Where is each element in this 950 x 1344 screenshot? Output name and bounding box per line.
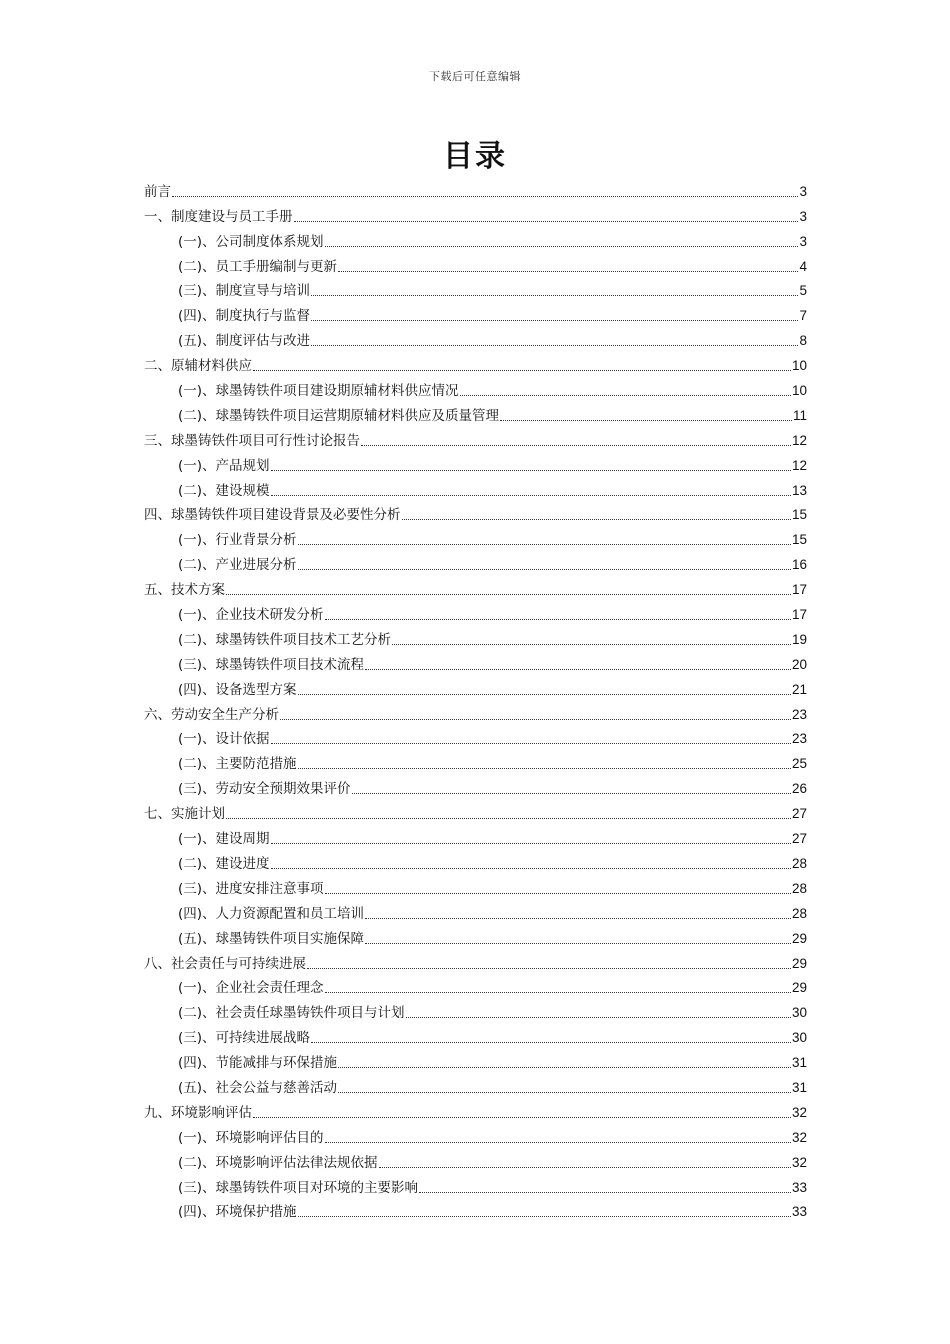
- toc-dot-leader: [325, 619, 791, 620]
- toc-entry-title: (一)、产品规划: [178, 457, 270, 474]
- toc-dot-leader: [298, 1216, 791, 1217]
- toc-entry-title: (四)、人力资源配置和员工培训: [178, 905, 365, 922]
- toc-dot-leader: [365, 943, 791, 944]
- toc-subentry[interactable]: [144, 375, 807, 400]
- toc-entry-title: 九、环境影响评估: [144, 1104, 252, 1121]
- toc-page-number: 32: [791, 1154, 807, 1170]
- toc-page-number: 4: [799, 258, 807, 274]
- toc-entry[interactable]: [144, 500, 807, 525]
- toc-subentry[interactable]: [144, 997, 807, 1022]
- toc-subentry[interactable]: [144, 674, 807, 699]
- toc-dot-leader: [325, 992, 791, 993]
- toc-page-number: 33: [791, 1179, 807, 1195]
- toc-subentry[interactable]: [144, 848, 807, 873]
- toc-page-number: 10: [791, 383, 807, 399]
- toc-entry[interactable]: [144, 201, 807, 226]
- toc-dot-leader: [298, 569, 791, 570]
- toc-entry-title: 四、球墨铸铁件项目建设背景及必要性分析: [144, 507, 401, 524]
- toc-subentry[interactable]: [144, 1147, 807, 1172]
- toc-page-number: 32: [791, 1104, 807, 1120]
- toc-entry-title: (二)、环境影响评估法律法规依据: [178, 1154, 378, 1171]
- toc-entry[interactable]: [144, 699, 807, 724]
- toc-subentry[interactable]: [144, 450, 807, 475]
- toc-dot-leader: [402, 519, 791, 520]
- toc-entry-title: (三)、进度安排注意事项: [178, 880, 324, 897]
- toc-subentry[interactable]: [144, 300, 807, 325]
- toc-page-number: 3: [799, 233, 807, 249]
- toc-dot-leader: [271, 843, 791, 844]
- toc-entry-title: (四)、设备选型方案: [178, 681, 297, 698]
- toc-page-number: 21: [791, 681, 807, 697]
- toc-page-number: 33: [791, 1204, 807, 1220]
- toc-page-number: 5: [799, 283, 807, 299]
- toc-dot-leader: [325, 893, 791, 894]
- toc-dot-leader: [271, 495, 791, 496]
- toc-dot-leader: [226, 594, 791, 595]
- toc-dot-leader: [338, 1067, 791, 1068]
- toc-dot-leader: [294, 221, 799, 222]
- toc-page-number: 12: [791, 432, 807, 448]
- toc-subentry[interactable]: [144, 923, 807, 948]
- toc-dot-leader: [361, 445, 791, 446]
- toc-entry-title: (二)、员工手册编制与更新: [178, 258, 338, 275]
- toc-subentry[interactable]: [144, 276, 807, 301]
- toc-dot-leader: [226, 818, 791, 819]
- toc-entry-title: (一)、环境影响评估目的: [178, 1129, 324, 1146]
- toc-page-number: 31: [791, 1055, 807, 1071]
- toc-entry-title: (四)、节能减排与环保措施: [178, 1055, 338, 1072]
- toc-page-number: 23: [791, 706, 807, 722]
- toc-entry-title: (一)、球墨铸铁件项目建设期原辅材料供应情况: [178, 383, 459, 400]
- toc-page-number: 3: [799, 208, 807, 224]
- toc-page-number: 27: [791, 831, 807, 847]
- toc-dot-leader: [298, 694, 791, 695]
- toc-entry[interactable]: [144, 425, 807, 450]
- toc-dot-leader: [365, 918, 791, 919]
- toc-dot-leader: [172, 196, 798, 197]
- toc-page-number: 27: [791, 806, 807, 822]
- toc-dot-leader: [338, 1092, 791, 1093]
- toc-entry-title: 一、制度建设与员工手册: [144, 208, 293, 225]
- toc-entry-title: (三)、球墨铸铁件项目技术流程: [178, 656, 365, 673]
- toc-dot-leader: [307, 968, 791, 969]
- toc-subentry[interactable]: [144, 773, 807, 798]
- toc-page-number: 28: [791, 905, 807, 921]
- toc-subentry[interactable]: [144, 549, 807, 574]
- toc-entry-title: (一)、建设周期: [178, 831, 270, 848]
- toc-entry-title: 六、劳动安全生产分析: [144, 706, 279, 723]
- toc-entry-title: (二)、球墨铸铁件项目技术工艺分析: [178, 631, 392, 648]
- toc-entry[interactable]: [144, 1097, 807, 1122]
- toc-page-number: 17: [791, 607, 807, 623]
- toc-entry-title: 二、原辅材料供应: [144, 358, 252, 375]
- toc-page-number: 3: [799, 183, 807, 199]
- toc-title: 目录: [443, 139, 507, 174]
- toc-entry[interactable]: [144, 350, 807, 375]
- toc-entry-title: (二)、球墨铸铁件项目运营期原辅材料供应及质量管理: [178, 407, 500, 424]
- toc-entry-title: (一)、行业背景分析: [178, 532, 297, 549]
- toc-dot-leader: [253, 1117, 791, 1118]
- toc-entry[interactable]: [144, 176, 807, 201]
- toc-subentry[interactable]: [144, 973, 807, 998]
- toc-subentry[interactable]: [144, 873, 807, 898]
- toc-entry-title: (四)、制度执行与监督: [178, 308, 311, 325]
- toc-entry-title: 七、实施计划: [144, 806, 225, 823]
- toc-subentry[interactable]: [144, 1047, 807, 1072]
- toc-dot-leader: [311, 345, 798, 346]
- toc-page-number: 29: [791, 930, 807, 946]
- toc-entry[interactable]: [144, 948, 807, 973]
- toc-page-number: 11: [792, 407, 807, 423]
- toc-subentry[interactable]: [144, 649, 807, 674]
- toc-page-number: 30: [791, 1030, 807, 1046]
- toc-page-number: 28: [791, 880, 807, 896]
- toc-subentry[interactable]: [144, 1122, 807, 1147]
- toc-entry-title: (二)、社会责任球墨铸铁件项目与计划: [178, 1005, 405, 1022]
- toc-subentry[interactable]: [144, 1172, 807, 1197]
- toc-entry-title: (一)、企业技术研发分析: [178, 607, 324, 624]
- toc-dot-leader: [311, 320, 798, 321]
- toc-entry-title: (三)、可持续进展战略: [178, 1030, 311, 1047]
- toc-subentry[interactable]: [144, 898, 807, 923]
- toc-dot-leader: [271, 868, 791, 869]
- toc-dot-leader: [392, 644, 791, 645]
- toc-dot-leader: [338, 271, 798, 272]
- toc-subentry[interactable]: [144, 823, 807, 848]
- toc-entry-title: (四)、环境保护措施: [178, 1204, 297, 1221]
- toc-subentry[interactable]: [144, 325, 807, 350]
- toc-subentry[interactable]: [144, 599, 807, 624]
- toc-dot-leader: [379, 1167, 791, 1168]
- toc-entry-title: 前言: [144, 183, 171, 200]
- toc-subentry[interactable]: [144, 400, 807, 425]
- toc-dot-leader: [298, 768, 791, 769]
- toc-page-number: 25: [791, 756, 807, 772]
- toc-dot-leader: [280, 719, 791, 720]
- toc-page-number: 15: [791, 532, 807, 548]
- toc-page-number: 29: [791, 980, 807, 996]
- toc-page-number: 16: [791, 557, 807, 573]
- toc-subentry[interactable]: [144, 524, 807, 549]
- toc-dot-leader: [352, 793, 791, 794]
- toc-dot-leader: [419, 1192, 791, 1193]
- toc-page-number: 32: [791, 1129, 807, 1145]
- toc-entry-title: (三)、劳动安全预期效果评价: [178, 781, 351, 798]
- toc-dot-leader: [500, 420, 792, 421]
- toc-page-number: 10: [791, 358, 807, 374]
- toc-dot-leader: [298, 544, 791, 545]
- toc-subentry[interactable]: [144, 624, 807, 649]
- toc-entry-title: (五)、社会公益与慈善活动: [178, 1079, 338, 1096]
- toc-entry[interactable]: [144, 798, 807, 823]
- toc-page-number: 31: [791, 1079, 807, 1095]
- toc-page-number: 15: [791, 507, 807, 523]
- toc-list: [144, 176, 807, 1221]
- toc-entry-title: (五)、球墨铸铁件项目实施保障: [178, 930, 365, 947]
- toc-entry-title: (一)、公司制度体系规划: [178, 233, 324, 250]
- toc-dot-leader: [311, 1042, 791, 1043]
- toc-entry-title: (一)、设计依据: [178, 731, 270, 748]
- toc-page-number: 28: [791, 855, 807, 871]
- toc-subentry[interactable]: [144, 748, 807, 773]
- toc-page-number: 8: [799, 333, 807, 349]
- toc-entry[interactable]: [144, 574, 807, 599]
- toc-subentry[interactable]: [144, 724, 807, 749]
- toc-page-number: 12: [791, 457, 807, 473]
- toc-subentry[interactable]: [144, 1072, 807, 1097]
- toc-page-number: 20: [791, 656, 807, 672]
- toc-entry-title: 三、球墨铸铁件项目可行性讨论报告: [144, 432, 360, 449]
- toc-page-number: 19: [791, 631, 807, 647]
- toc-subentry[interactable]: [144, 1022, 807, 1047]
- toc-entry-title: (一)、企业社会责任理念: [178, 980, 324, 997]
- page-header-note: 下载后可任意编辑: [429, 70, 521, 83]
- toc-page-number: 17: [791, 582, 807, 598]
- toc-dot-leader: [460, 395, 791, 396]
- toc-entry-title: (二)、主要防范措施: [178, 756, 297, 773]
- toc-page-number: 30: [791, 1005, 807, 1021]
- toc-dot-leader: [325, 246, 799, 247]
- toc-subentry[interactable]: [144, 251, 807, 276]
- toc-entry-title: (二)、建设进度: [178, 855, 270, 872]
- toc-subentry[interactable]: [144, 1197, 807, 1222]
- toc-dot-leader: [271, 743, 791, 744]
- toc-entry-title: 八、社会责任与可持续进展: [144, 955, 306, 972]
- toc-subentry[interactable]: [144, 226, 807, 251]
- toc-page-number: 26: [791, 781, 807, 797]
- toc-dot-leader: [253, 370, 791, 371]
- toc-entry-title: (五)、制度评估与改进: [178, 333, 311, 350]
- toc-entry-title: (二)、产业进展分析: [178, 557, 297, 574]
- toc-dot-leader: [271, 470, 791, 471]
- toc-entry-title: (三)、球墨铸铁件项目对环境的主要影响: [178, 1179, 419, 1196]
- toc-dot-leader: [325, 1142, 791, 1143]
- toc-subentry[interactable]: [144, 475, 807, 500]
- toc-dot-leader: [365, 669, 791, 670]
- toc-entry-title: (二)、建设规模: [178, 482, 270, 499]
- toc-entry-title: 五、技术方案: [144, 582, 225, 599]
- toc-page-number: 29: [791, 955, 807, 971]
- toc-page-number: 7: [799, 308, 807, 324]
- toc-entry-title: (三)、制度宣导与培训: [178, 283, 311, 300]
- toc-page-number: 23: [791, 731, 807, 747]
- toc-dot-leader: [406, 1017, 791, 1018]
- toc-dot-leader: [311, 295, 798, 296]
- toc-page-number: 13: [791, 482, 807, 498]
